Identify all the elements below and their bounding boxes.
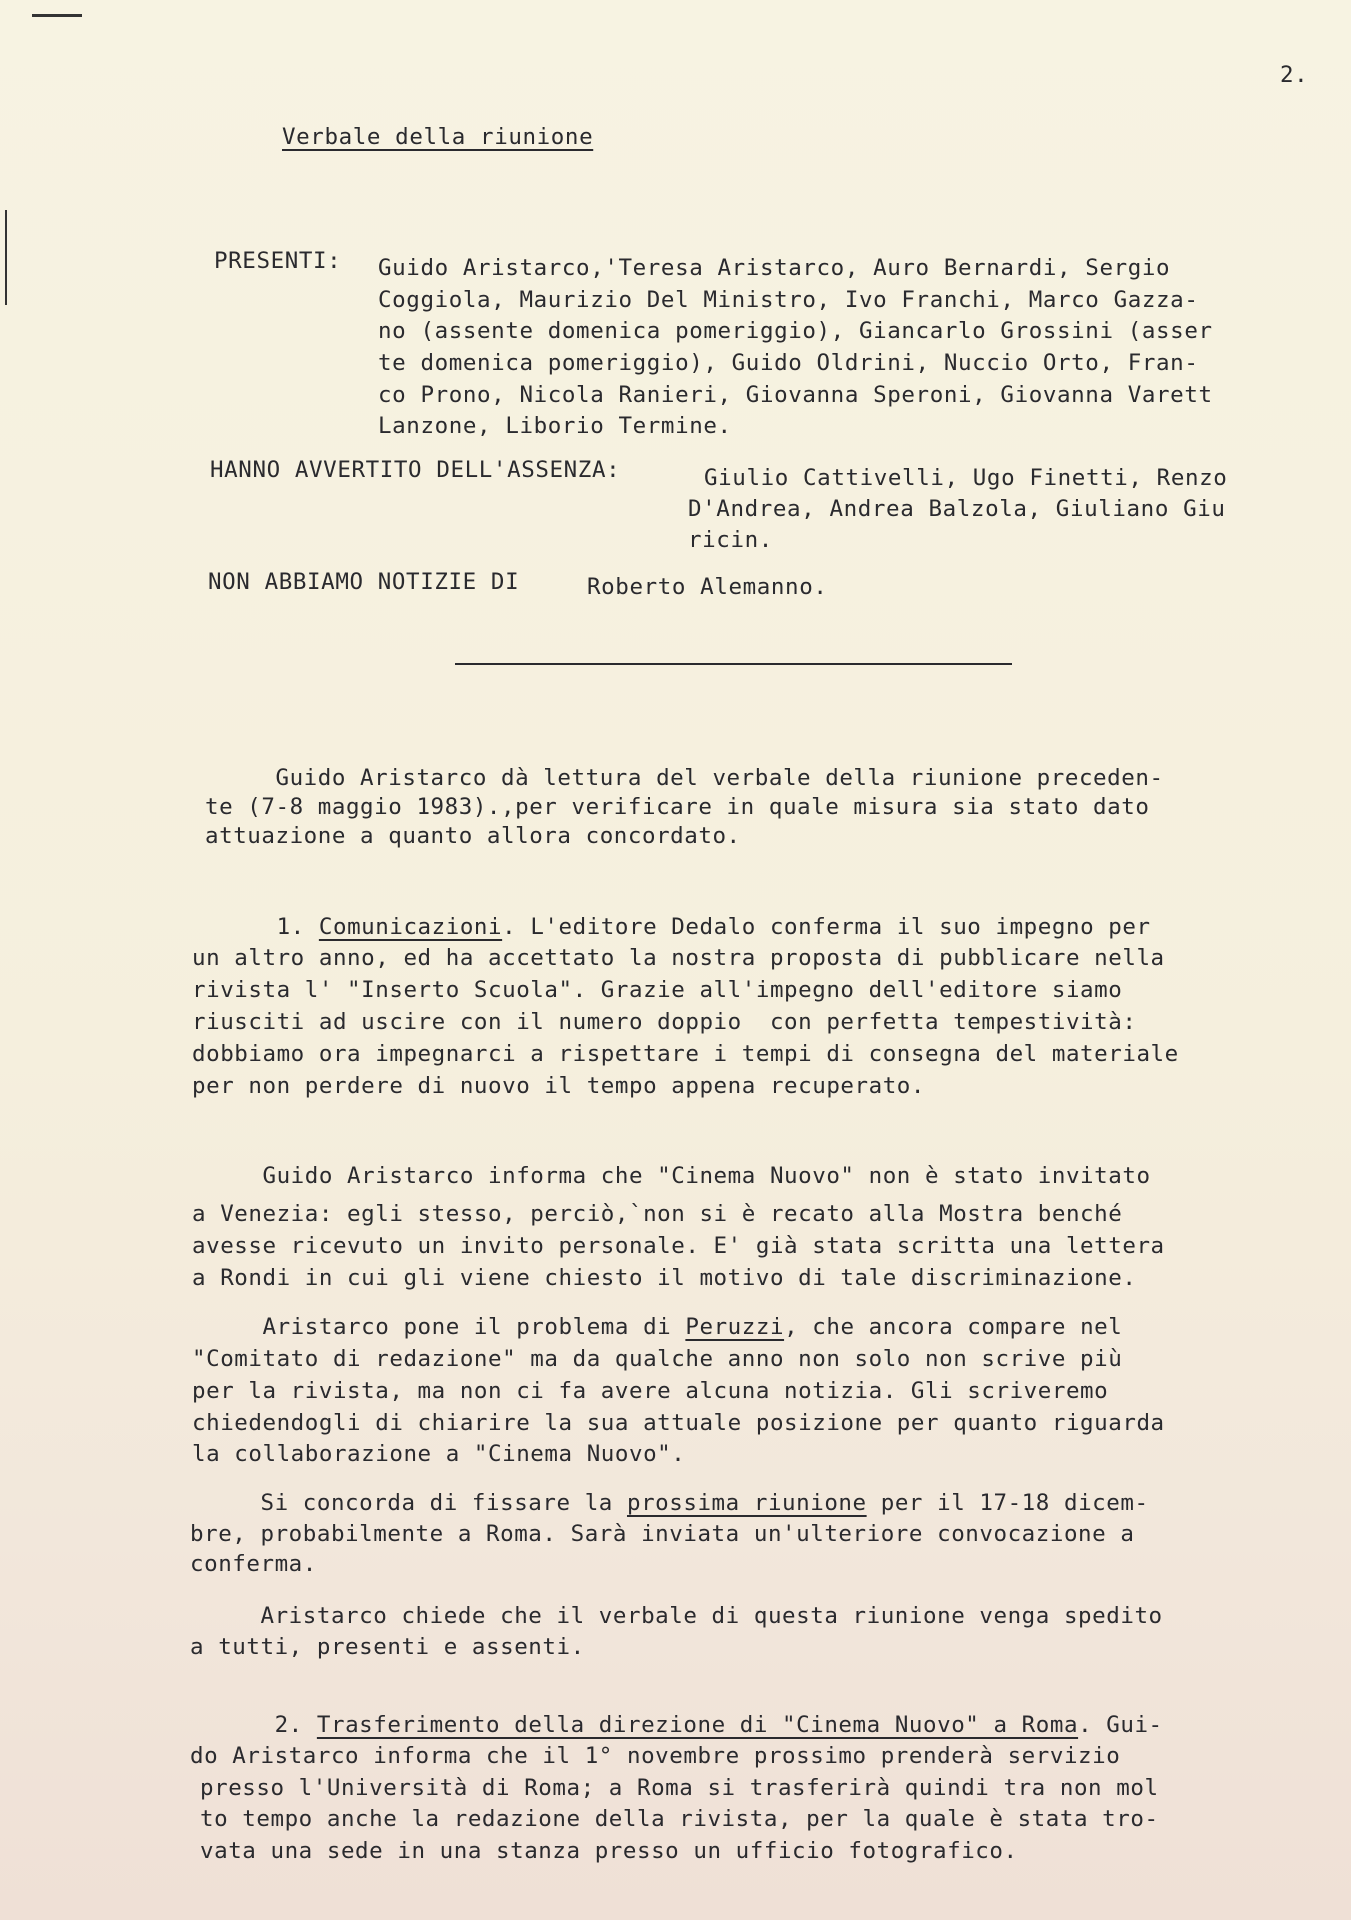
peruzzi-name: Peruzzi — [685, 1314, 785, 1340]
section2-line: presso l'Università di Roma; a Roma si trasferirà quindi tra non mol — [200, 1775, 1159, 1801]
section2-heading: Trasferimento della direzione di "Cinema Nuovo" a Roma — [316, 1712, 1079, 1738]
present-line: no (assente domenica pomeriggio), Giancarlo Grossini (asser — [378, 318, 1213, 344]
section2-line: do Aristarco informa che il 1° novembre prossimo prenderà servizio — [190, 1743, 1121, 1769]
section1-line: per non perdere di nuovo il tempo appena recuperato. — [192, 1073, 925, 1099]
minutes-line: a tutti, presenti e assenti. — [190, 1634, 585, 1660]
section2-number: 2. — [190, 1712, 317, 1738]
section2-line: to tempo anche la redazione della rivista, per la quale è stata tro- — [200, 1806, 1159, 1832]
page-number: 2. — [1280, 62, 1309, 88]
no-news-label: NON ABBIAMO NOTIZIE DI — [208, 569, 520, 595]
section1-number: 1. — [192, 914, 319, 940]
no-news-name: Roberto Alemanno. — [587, 574, 828, 600]
intro-line: Guido Aristarco dà lettura del verbale della riunione preceden- — [205, 765, 1164, 791]
section1-heading: Comunicazioni — [318, 914, 503, 940]
section1-line: riusciti ad uscire con il numero doppio con perfetta tempestività: — [192, 1009, 1137, 1035]
present-line: Lanzone, Liborio Termine. — [378, 413, 732, 439]
meeting-first-line: Si concorda di fissare la prossima riunione per il 17-18 dicem- — [190, 1490, 1149, 1516]
absent-label: HANNO AVVERTITO DELL'ASSENZA: — [210, 457, 621, 483]
intro-line: te (7-8 maggio 1983).,per verificare in quale misura sia stato dato — [205, 794, 1150, 820]
section2-line: vata una sede in una stanza presso un ufficio fotografico. — [200, 1838, 1018, 1864]
venezia-line: avesse ricevuto un invito personale. E' già stata scritta una lettera — [192, 1233, 1165, 1259]
present-line: Coggiola, Maurizio Del Ministro, Ivo Franchi, Marco Gazza- — [378, 287, 1199, 313]
meeting-line: bre, probabilmente a Roma. Sarà inviata un'ulteriore convocazione a — [190, 1521, 1135, 1547]
peruzzi-line: "Comitato di redazione" ma da qualche anno non solo non scrive più — [192, 1346, 1123, 1372]
section2-first-line: 2. Trasferimento della direzione di "Cinema Nuovo" a Roma. Gui- — [190, 1712, 1163, 1738]
absent-line: Giulio Cattivelli, Ugo Finetti, Renzo — [704, 465, 1228, 491]
minutes-line: Aristarco chiede che il verbale di questa riunione venga spedito — [190, 1603, 1163, 1629]
absent-line: ricin. — [688, 527, 773, 553]
venezia-line: a Rondi in cui gli viene chiesto il motivo di tale discriminazione. — [192, 1265, 1137, 1291]
intro-line: attuazione a quanto allora concordato. — [205, 823, 741, 849]
venezia-line: a Venezia: egli stesso, perciò,`non si è recato alla Mostra benché — [192, 1201, 1123, 1227]
peruzzi-line: la collaborazione a "Cinema Nuovo". — [192, 1441, 686, 1467]
venezia-line: Guido Aristarco informa che "Cinema Nuovo" non è stato invitato — [192, 1163, 1151, 1189]
peruzzi-first-line: Aristarco pone il problema di Peruzzi, che ancora compare nel — [192, 1314, 1123, 1340]
section1-line: un altro anno, ed ha accettato la nostra proposta di pubblicare nella — [192, 945, 1165, 971]
margin-binding-line — [5, 210, 7, 305]
meeting-line: conferma. — [190, 1551, 317, 1577]
section1-line: dobbiamo ora impegnarci a rispettare i tempi di consegna del materiale — [192, 1041, 1179, 1067]
peruzzi-line: per la rivista, ma non ci fa avere alcuna notizia. Gli scriveremo — [192, 1378, 1109, 1404]
present-line: co Prono, Nicola Ranieri, Giovanna Speroni, Giovanna Varett — [378, 382, 1213, 408]
page-title: Verbale della riunione — [282, 124, 594, 150]
margin-scratch-mark — [32, 14, 82, 17]
peruzzi-line: chiedendogli di chiarire la sua attuale posizione per quanto riguarda — [192, 1410, 1165, 1436]
section-separator — [455, 663, 1012, 665]
section1-first-line: 1. Comunicazioni. L'editore Dedalo conferma il suo impegno per — [192, 914, 1151, 940]
present-line: te domenica pomeriggio), Guido Oldrini, Nuccio Orto, Fran- — [378, 350, 1199, 376]
present-label: PRESENTI: — [214, 248, 342, 274]
section1-line: rivista l' "Inserto Scuola". Grazie all'impegno dell'editore siamo — [192, 977, 1123, 1003]
absent-line: D'Andrea, Andrea Balzola, Giuliano Giu — [688, 496, 1226, 522]
present-line: Guido Aristarco,'Teresa Aristarco, Auro Bernardi, Sergio — [378, 255, 1171, 281]
next-meeting: prossima riunione — [626, 1490, 867, 1516]
